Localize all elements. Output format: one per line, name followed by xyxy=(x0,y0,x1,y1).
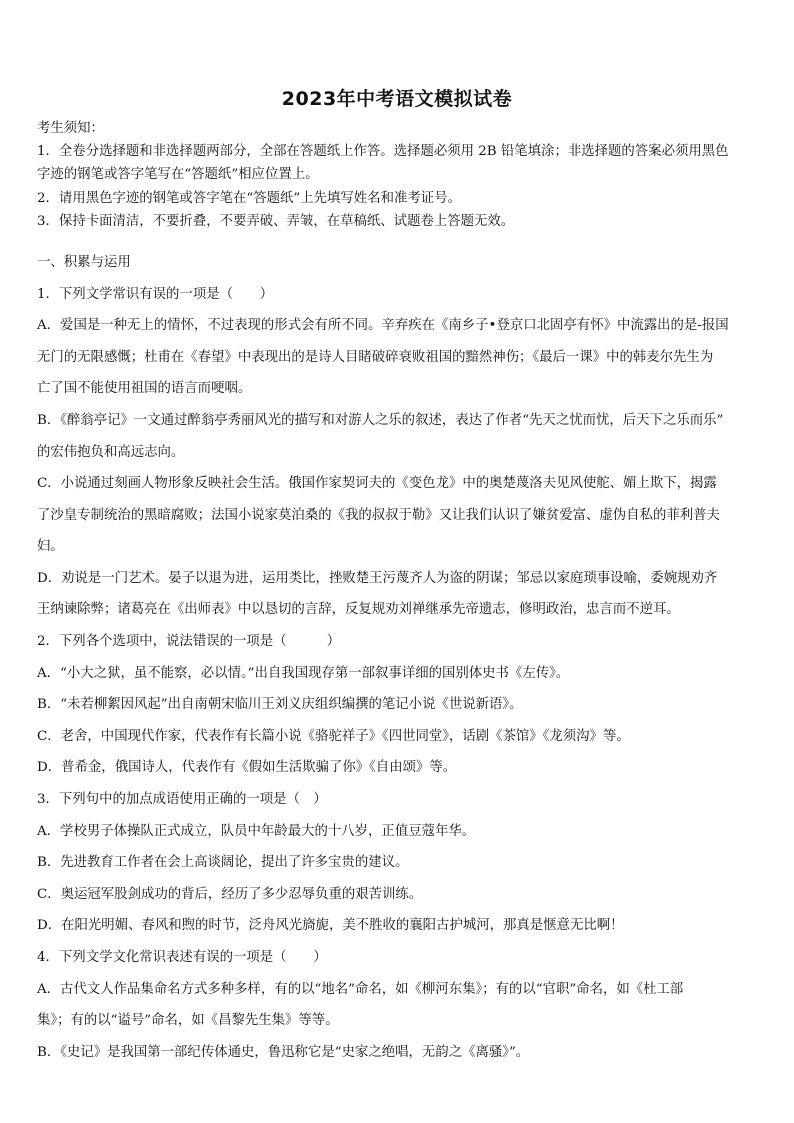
question-2-option-d: D．普希金，俄国诗人，代表作有《假如生活欺骗了你》《自由颂》等。 xyxy=(37,760,457,776)
question-3-option-c: C．奥运冠军股剑成功的背后，经历了多少忍辱负重的艰苦训练。 xyxy=(37,886,423,902)
question-4-option-a-line-2: 集》；有的以“谥号”命名，如《昌黎先生集》等等。 xyxy=(37,1013,339,1029)
questions-block xyxy=(37,247,757,1068)
notice-block xyxy=(37,117,757,233)
question-1-option-a-line-2: 无门的无限感慨；杜甫在《春望》中表现出的是诗人目睹破碎衰败祖国的黯然神伤；《最后一课》中的韩麦尔先生为 xyxy=(37,349,714,365)
question-1-option-b-line-1: B．《醉翁亭记》一文通过醉翁亭秀丽风光的描写和对游人之乐的叙述，表达了作者“先天之忧而忧，后天下之乐而乐” xyxy=(37,412,724,428)
question-1-option-d-line-1: D．劝说是一门艺术。晏子以退为进，运用类比，挫败楚王污蔑齐人为盗的阴谋；邹忌以家庭琐事设喻，委婉规劝齐 xyxy=(37,570,718,586)
question-3-option-d: D．在阳光明媚、春风和煦的时节，泛舟风光旖旎，美不胜收的襄阳古护城河，那真是惬意无比啊！ xyxy=(37,918,624,934)
notice-item-1-line-2: 字迹的钢笔或答字笔写在“答题纸”相应位置上。 xyxy=(37,167,319,183)
question-2-option-b: B．“未若柳絮因风起”出自南朝宋临川王刘义庆组织编撰的笔记小说《世说新语》。 xyxy=(37,697,523,713)
question-3-option-a: A．学校男子体操队正式成立，队员中年龄最大的十八岁，正值豆蔻年华。 xyxy=(37,823,476,839)
exam-content xyxy=(37,117,757,1068)
notice-item-1-line-1: 1．全卷分选择题和非选择题两部分，全部在答题纸上作答。选择题必须用 2B 铅笔填涂；非选择题的答案必须用黑色 xyxy=(37,144,729,160)
question-4-option-b: B．《史记》是我国第一部纪传体通史，鲁迅称它是“史家之绝唱，无韵之《离骚》”。 xyxy=(37,1044,530,1060)
question-4-option-a-line-1: A．古代文人作品集命名方式多种多样，有的以“地名”命名，如《柳河东集》；有的以“官职”命名，如《杜工部 xyxy=(37,981,684,997)
question-2-option-c: C．老舍，中国现代作家，代表作有长篇小说《骆驼祥子》《四世同堂》，话剧《茶馆》《龙须沟》等。 xyxy=(37,728,630,744)
question-3-option-b: B．先进教育工作者在会上高谈阔论，提出了许多宝贵的建议。 xyxy=(37,855,409,871)
page-title: 2023年中考语文模拟试卷 xyxy=(281,88,513,110)
section-heading: 一、积累与运用 xyxy=(37,254,131,270)
question-1-option-c-line-3: 妇。 xyxy=(37,539,64,555)
question-1-option-a-line-1: A．爱国是一种无上的情怀，不过表现的形式会有所不同。辛弃疾在《南乡子•登京口北固亭有怀》中流露出的是‐报国 xyxy=(37,318,729,334)
question-1-stem: 1．下列文学常识有误的一项是（ ） xyxy=(37,286,274,302)
spacer xyxy=(37,233,757,247)
question-1-option-a-line-3: 亡了国不能使用祖国的语言而哽咽。 xyxy=(37,381,252,397)
notice-item-2: 2．请用黑色字迹的钢笔或答字笔在“答题纸”上先填写姓名和准考证号。 xyxy=(37,190,461,206)
question-1-option-d-line-2: 王纳谏除弊；诸葛亮在《出师表》中以恳切的言辞，反复规劝刘禅继承先帝遗志，修明政治，忠言而不逆耳。 xyxy=(37,602,680,618)
question-1-option-b-line-2: 的宏伟抱负和高远志向。 xyxy=(37,444,185,460)
question-2-stem: 2．下列各个选项中，说法错误的一项是（ ） xyxy=(37,634,341,650)
question-4-stem: 4．下列文学文化常识表述有误的一项是（ ） xyxy=(37,950,327,965)
notice-item-3: 3．保持卡面清洁，不要折叠，不要弄破、弄皱，在草稿纸、试题卷上答题无效。 xyxy=(37,213,515,229)
question-1-option-c-line-1: C．小说通过刻画人物形象反映社会生活。俄国作家契诃夫的《变色龙》中的奥楚蔑洛夫见风使舵、媚上欺下，揭露 xyxy=(37,476,717,492)
question-1-option-c-line-2: 了沙皇专制统治的黑暗腐败；法国小说家莫泊桑的《我的叔叔于勒》又让我们认识了嫌贫爱富、虚伪自私的菲利普夫 xyxy=(37,507,720,523)
question-3-stem: 3．下列句中的加点成语使用正确的一项是（ ） xyxy=(37,792,327,808)
question-2-option-a: A．“小大之狱，虽不能察，必以情。”出自我国现存第一部叙事详细的国别体史书《左传》。 xyxy=(37,665,570,681)
notice-heading: 考生须知： xyxy=(37,121,104,136)
